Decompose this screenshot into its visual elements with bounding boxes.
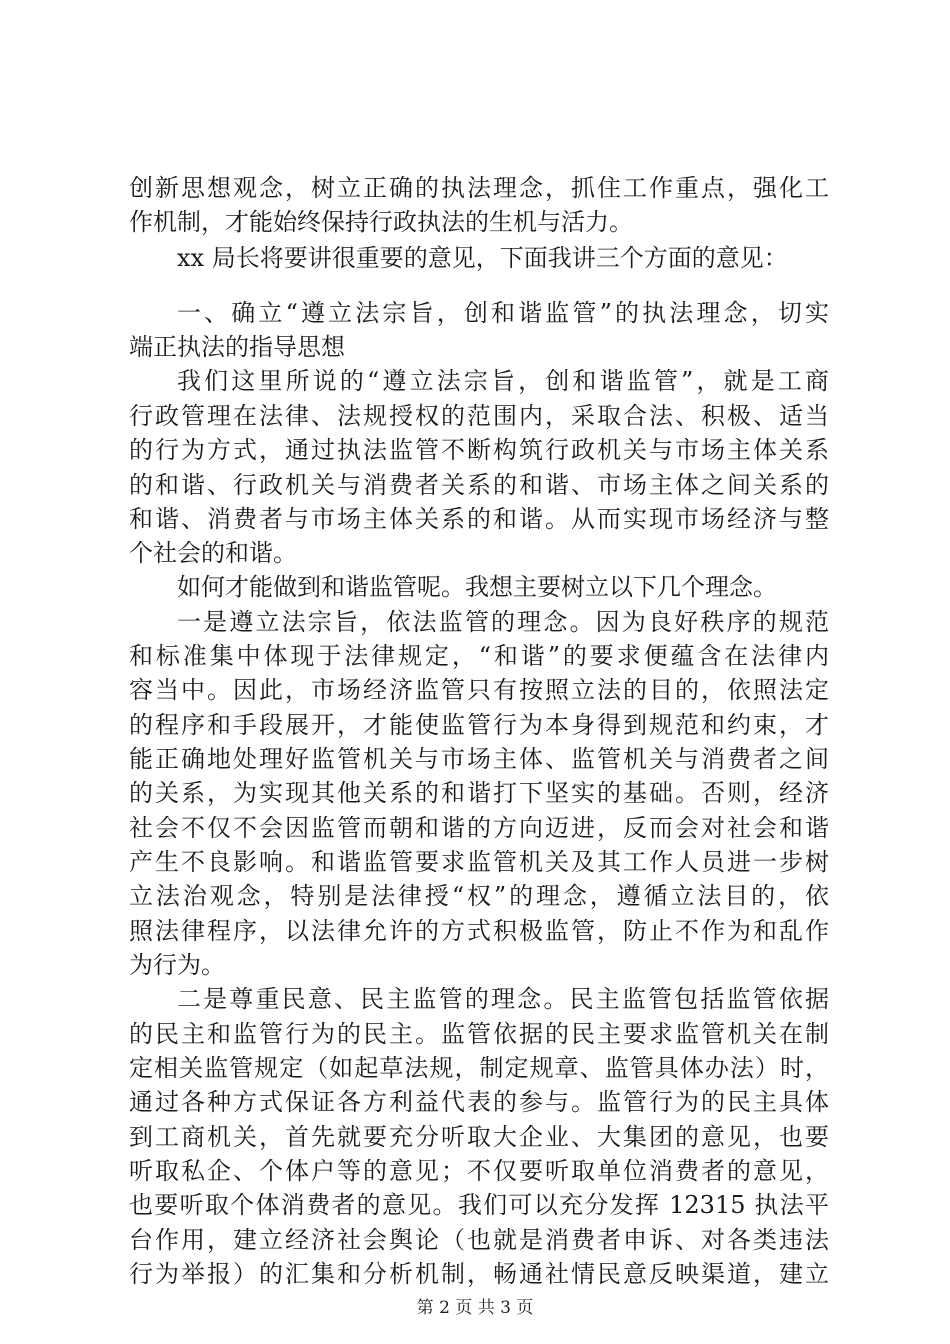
- paragraph-line: 行为举报）的汇集和分析机制，畅通社情民意反映渠道，建立: [129, 1260, 829, 1288]
- paragraph-line: 和标准集中体现于法律规定，“和谐”的要求便蕴含在法律内: [129, 642, 829, 670]
- paragraph-line: 和谐、消费者与市场主体关系的和谐。从而实现市场经济与整: [129, 505, 829, 533]
- paragraph-line: 照法律程序，以法律允许的方式积极监管，防止不作为和乱作: [129, 917, 829, 945]
- paragraph-line: 通过各种方式保证各方利益代表的参与。监管行为的民主具体: [129, 1088, 829, 1116]
- paragraph-line: xx 局长将要讲很重要的意见，下面我讲三个方面的意见：: [177, 244, 788, 272]
- paragraph-line: 的关系，为实现其他关系的和谐打下坚实的基础。否则，经济: [129, 779, 829, 807]
- paragraph-line: 产生不良影响。和谐监管要求监管机关及其工作人员进一步树: [129, 848, 829, 876]
- paragraph-line: 的民主和监管行为的民主。监管依据的民主要求监管机关在制: [129, 1020, 829, 1048]
- paragraph-line: 创新思想观念，树立正确的执法理念，抓住工作重点，强化工: [129, 174, 829, 202]
- paragraph-line: 能正确地处理好监管机关与市场主体、监管机关与消费者之间: [129, 745, 829, 773]
- paragraph-line: 我们这里所说的“遵立法宗旨，创和谐监管”，就是工商: [177, 367, 829, 395]
- paragraph-line: 作机制，才能始终保持行政执法的生机与活力。: [129, 208, 633, 236]
- paragraph-line: 容当中。因此，市场经济监管只有按照立法的目的，依照法定: [129, 676, 829, 704]
- paragraph-line: 立法治观念，特别是法律授“权”的理念，遵循立法目的，依: [129, 882, 829, 910]
- paragraph-line: 如何才能做到和谐监管呢。我想主要树立以下几个理念。: [177, 573, 777, 601]
- paragraph-line: 的程序和手段展开，才能使监管行为本身得到规范和约束，才: [129, 711, 829, 739]
- section-heading-line: 一、确立“遵立法宗旨，创和谐监管”的执法理念，切实: [177, 299, 829, 327]
- paragraph-line: 行政管理在法律、法规授权的范围内，采取合法、积极、适当: [129, 402, 829, 430]
- paragraph-line: 个社会的和谐。: [129, 539, 297, 567]
- page-number-footer: 第 2 页 共 3 页: [416, 1298, 534, 1318]
- paragraph-line: 的和谐、行政机关与消费者关系的和谐、市场主体之间关系的: [129, 471, 829, 499]
- paragraph-line: 社会不仅不会因监管而朝和谐的方向迈进，反而会对社会和谐: [129, 814, 829, 842]
- paragraph-line: 也要听取个体消费者的意见。我们可以充分发挥 12315 执法平: [129, 1191, 829, 1219]
- paragraph-line: 定相关监管规定（如起草法规，制定规章、监管具体办法）时，: [129, 1054, 829, 1082]
- paragraph-line: 听取私企、个体户等的意见；不仅要听取单位消费者的意见，: [129, 1157, 829, 1185]
- paragraph-line: 的行为方式，通过执法监管不断构筑行政机关与市场主体关系: [129, 436, 829, 464]
- paragraph-line: 台作用，建立经济社会舆论（也就是消费者申诉、对各类违法: [129, 1226, 829, 1254]
- paragraph-line: 二是尊重民意、民主监管的理念。民主监管包括监管依据: [177, 985, 829, 1013]
- paragraph-line: 到工商机关，首先就要充分听取大企业、大集团的意见，也要: [129, 1123, 829, 1151]
- paragraph-line: 一是遵立法宗旨，依法监管的理念。因为良好秩序的规范: [177, 608, 829, 636]
- paragraph-line: 为行为。: [129, 951, 225, 979]
- section-heading-line: 端正执法的指导思想: [129, 333, 345, 361]
